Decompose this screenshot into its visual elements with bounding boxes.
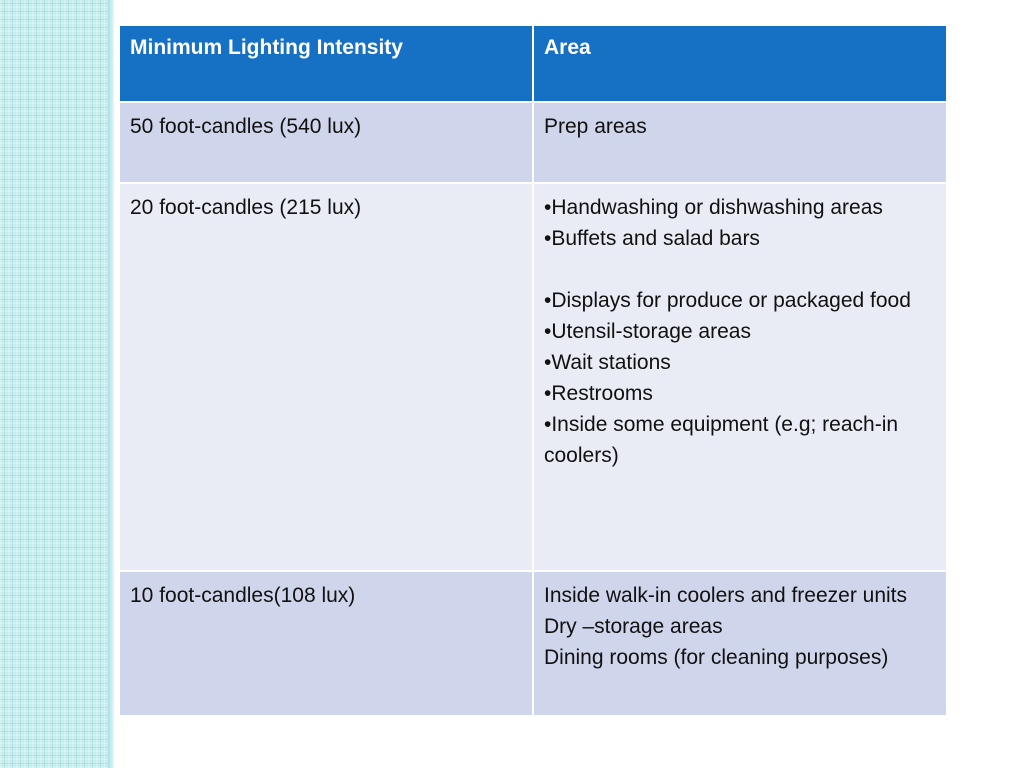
area-line: Prep areas [544, 115, 647, 138]
intensity-cell: 10 foot-candles(108 lux) [120, 572, 532, 715]
table-row [120, 572, 946, 715]
area-bullet: •Buffets and salad bars [544, 227, 760, 250]
area-bullet: •Handwashing or dishwashing areas [544, 196, 883, 219]
decorative-side-edge [108, 0, 114, 768]
intensity-cell: 20 foot-candles (215 lux) [120, 184, 532, 570]
area-line: Dry –storage areas [544, 615, 723, 638]
header-area: Area [534, 26, 946, 101]
area-line: Inside walk-in coolers and freezer units [544, 584, 908, 607]
table-row [120, 103, 946, 182]
area-line: Dining rooms (for cleaning purposes) [544, 646, 889, 669]
decorative-side-pattern [0, 0, 112, 768]
area-cell [534, 103, 946, 182]
table-header-row [120, 26, 946, 101]
header-minimum-lighting-intensity: Minimum Lighting Intensity [120, 26, 532, 101]
lighting-intensity-table [118, 24, 948, 717]
table-row [120, 184, 946, 570]
area-bullet: •Restrooms [544, 382, 653, 405]
area-bullet: •Utensil-storage areas [544, 320, 751, 343]
intensity-cell: 50 foot-candles (540 lux) [120, 103, 532, 182]
area-cell [534, 184, 946, 570]
area-bullet: •Displays for produce or packaged food [544, 289, 911, 312]
area-bullet: •Inside some equipment (e.g; reach-in coolers) [544, 413, 899, 467]
area-bullet: •Wait stations [544, 351, 671, 374]
area-cell [534, 572, 946, 715]
bullet-spacer [544, 254, 936, 285]
